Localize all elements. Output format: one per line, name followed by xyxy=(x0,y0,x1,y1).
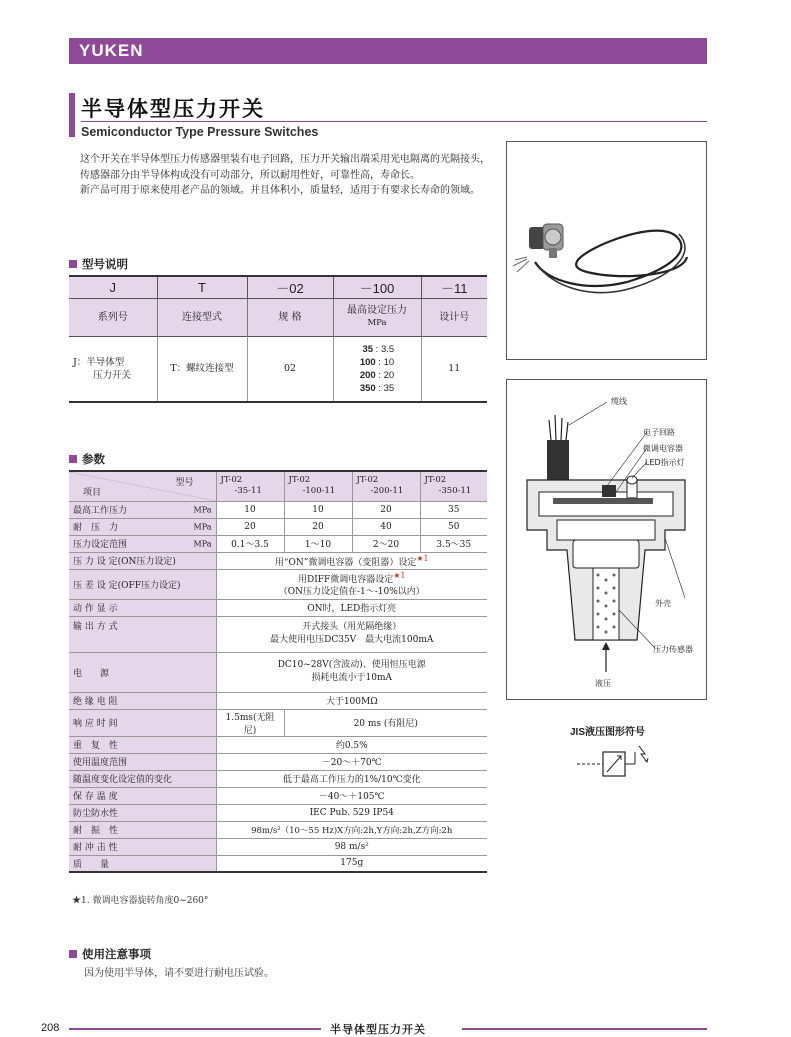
row-max-pressure: 最高工作压力 MPa 10 10 20 35 xyxy=(69,501,487,518)
model-col-35: JT-02 -35-11 xyxy=(216,471,284,501)
jis-title: JIS液压图形符号 xyxy=(570,727,646,738)
brand-bar xyxy=(69,38,707,64)
model-heading: 型号说明 xyxy=(69,256,128,272)
section-square-icon xyxy=(69,260,77,268)
caution-text: 因为使用半导体，请不要进行耐电压试验。 xyxy=(84,968,274,979)
row-temp-range: 使用温度范围 －20～＋70℃ xyxy=(69,753,487,770)
label-pressure: 最高设定压力 MPa xyxy=(333,298,421,336)
code-size: －02 xyxy=(247,276,333,298)
code-connection: T xyxy=(157,276,247,298)
row-proof-pressure: 耐 压 力 MPa 20 20 40 50 xyxy=(69,518,487,535)
label-housing: 外壳 xyxy=(655,599,671,608)
value-size: 02 xyxy=(247,336,333,402)
footnote: ★1. 微调电容器旋转角度0~260° xyxy=(72,896,209,906)
model-col-350: JT-02 -350-11 xyxy=(420,471,487,501)
label-size: 规 格 xyxy=(247,298,333,336)
footnote-star: ★1 xyxy=(416,553,429,563)
row-vibration: 耐 振 性 98m/s²（10～55 Hz)X方向:2h,Y方向:2h,Z方向:2h xyxy=(69,821,487,838)
code-series: J xyxy=(69,276,157,298)
led-indicator xyxy=(627,476,637,498)
title-accent-bar xyxy=(69,93,75,137)
label-trimmer: 微调电容器 xyxy=(643,444,683,453)
title-divider xyxy=(81,121,707,122)
label-sensor: 压力传感器 xyxy=(653,645,693,654)
value-pressures: 35 : 3.5 100 : 10 200 : 20 350 : 35 xyxy=(333,336,421,402)
spec-header-row xyxy=(69,471,487,501)
code-pressure: －100 xyxy=(333,276,421,298)
intro-paragraph-1: 这个开关在半导体型压力传感器里装有电子回路，压力开关输出端采用光电隔离的光隔接头，传感器部分由半导体构成没有可动部分，所以耐用性好，可靠性高，寿命长。 xyxy=(80,154,490,181)
row-repeatability: 重 复 性 约0.5% xyxy=(69,736,487,753)
jis-pressure-switch-symbol-icon xyxy=(577,742,667,786)
row-output: 输 出 方 式 开式接头（用光隔绝缘） 最大使用电压DC35V 最大电流100mA xyxy=(69,616,487,652)
row-dustproof: 防尘防水性 IEC Pub. 529 IP54 xyxy=(69,804,487,821)
row-indication: 动 作 显 示 ON时，LED指示灯亮 xyxy=(69,599,487,616)
model-col-100: JT-02 -100-11 xyxy=(284,471,352,501)
code-design: －11 xyxy=(421,276,487,298)
page-title: 半导体型压力开关 xyxy=(81,98,265,121)
row-shock: 耐 冲 击 性 98 m/s² xyxy=(69,838,487,855)
product-photo xyxy=(506,141,707,360)
value-series: J：半导体型 压力开关 xyxy=(69,336,157,402)
model-col-200: JT-02 -200-11 xyxy=(352,471,420,501)
footer-rule-left xyxy=(69,1028,321,1030)
label-series: 系列号 xyxy=(69,298,157,336)
header-corner: 型号 项目 xyxy=(69,471,216,501)
page-number: 208 xyxy=(41,1022,60,1034)
value-connection: T：螺纹连接型 xyxy=(157,336,247,402)
row-off-setting: 压 差 设 定(OFF压力设定) 用DIFF微调电容器设定★1 （ON压力设定值在-1～-10%以内） xyxy=(69,569,487,599)
row-setting-range: 压力设定范围 MPa 0.1～3.5 1～10 2～20 3.5～35 xyxy=(69,535,487,552)
model-code-table xyxy=(69,275,487,403)
footnote-star: ★1 xyxy=(393,571,406,580)
row-temp-drift: 随温度变化设定值的变化 低于最高工作压力的1%/10℃变化 xyxy=(69,770,487,787)
yuken-logo: YUKEN xyxy=(79,41,144,60)
page-subtitle: Semiconductor Type Pressure Switches xyxy=(81,125,319,139)
spec-table xyxy=(69,470,487,873)
cutaway-diagram xyxy=(506,379,707,700)
row-power: 电 源 DC10~28V(含波动)、使用恒压电源 损耗电流小于10mA xyxy=(69,652,487,692)
label-hydraulic: 液压 xyxy=(595,679,611,688)
label-design: 设计号 xyxy=(421,298,487,336)
row-storage: 保 存 温 度 －40～＋105℃ xyxy=(69,787,487,804)
footer-rule-right xyxy=(462,1028,707,1030)
label-led: LED指示灯 xyxy=(645,458,685,467)
pressure-switch-photo-icon xyxy=(507,142,706,359)
label-cable: 缆线 xyxy=(611,397,627,406)
params-heading: 参数 xyxy=(69,451,105,467)
row-response: 响 应 时 间 1.5ms(无阻尼) 20 ms (有阻尼) xyxy=(69,709,487,736)
row-insulation: 绝 缘 电 阻 大于100MΩ xyxy=(69,692,487,709)
label-circuit: 电子回路 xyxy=(643,428,675,437)
caution-heading: 使用注意事项 xyxy=(69,946,151,962)
intro-text xyxy=(80,152,498,199)
footer-title: 半导体型压力开关 xyxy=(330,1024,426,1036)
intro-paragraph-2: 新产品可用于原来使用老产品的领域。并且体积小，质量轻，适用于有要求长寿命的领域。 xyxy=(80,185,480,196)
value-design: 11 xyxy=(421,336,487,402)
section-square-icon xyxy=(69,950,77,958)
section-square-icon xyxy=(69,455,77,463)
label-connection: 连接型式 xyxy=(157,298,247,336)
row-on-setting: 压 力 设 定(ON压力设定) 用“ON”微调电容器（变阻器）设定★1 xyxy=(69,552,487,569)
row-mass: 质 量 175g xyxy=(69,855,487,872)
